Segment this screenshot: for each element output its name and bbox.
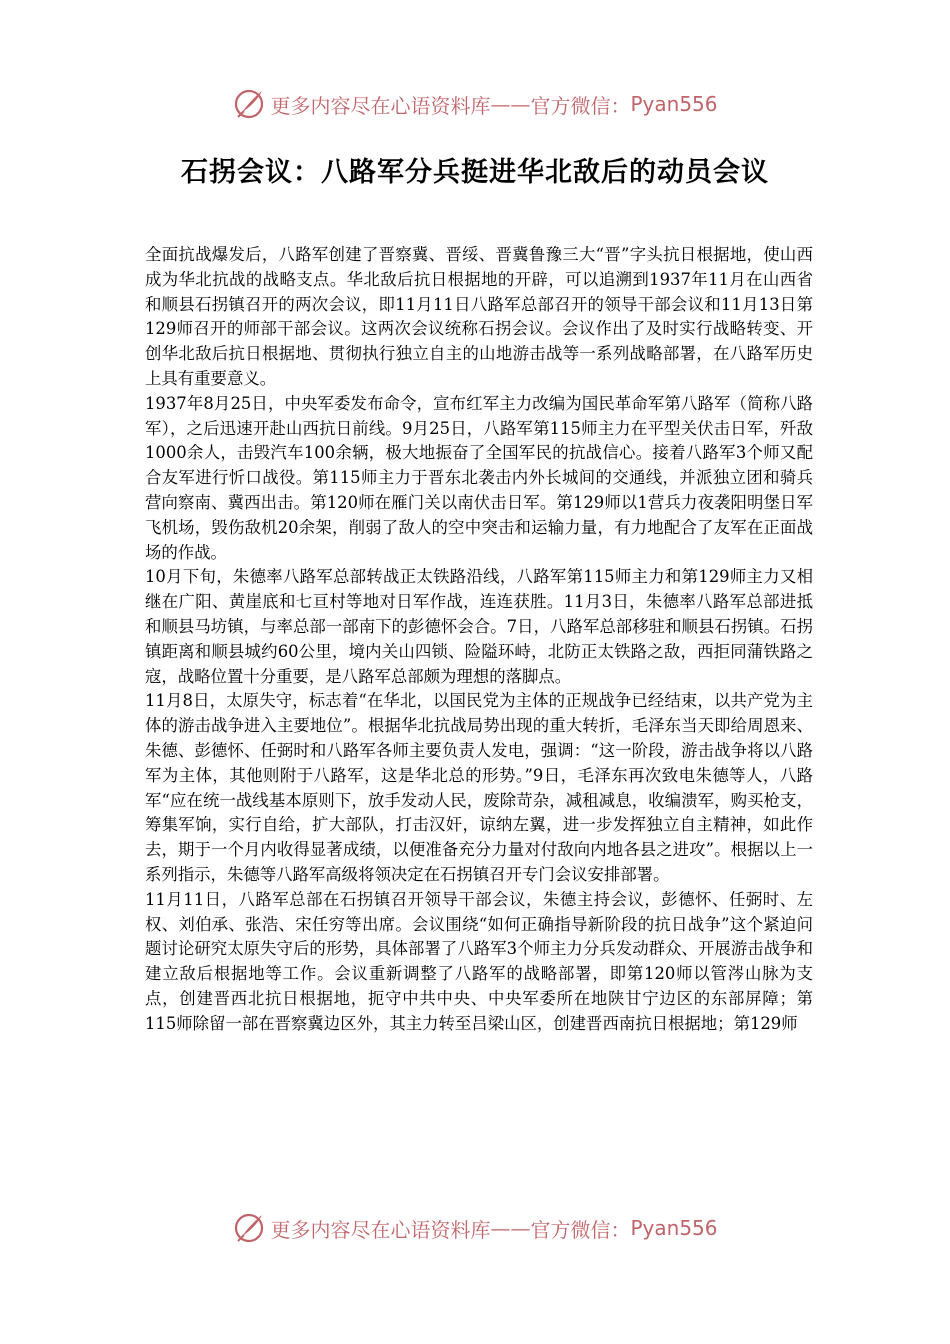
feather-logo-icon: [232, 87, 266, 121]
feather-logo-icon: [232, 1211, 266, 1245]
watermark-wechat-label: 官方微信：: [530, 1217, 631, 1242]
watermark-separator: ——: [490, 1216, 531, 1240]
document-body: [145, 243, 813, 1037]
watermark-wechat-id: Pyan556: [630, 92, 718, 116]
document-title: 石拐会议：八路军分兵挺进华北敌后的动员会议: [181, 157, 769, 188]
paragraph: 全面抗战爆发后，八路军创建了晋察冀、晋绥、晋冀鲁豫三大“晋”字头抗日根据地，使山西成为华北抗战的战略支点。华北敌后抗日根据地的开辟，可以追溯到1937年11月在山西省和顺县石拐镇召开的两次会议，即11月11日八路军总部召开的领导干部会议和11月13日第129师召开的师部干部会议。这两次会议统称石拐会议。会议作出了及时实行战略转变、开创华北敌后抗日根据地、贯彻执行独立自主的山地游击战等一系列战略部署，在八路军历史上具有重要意义。: [145, 245, 813, 388]
paragraph: 1937年8月25日，中央军委发布命令，宣布红军主力改编为国民革命军第八路军（简称八路军），之后迅速开赴山西抗日前线。9月25日，八路军第115师主力在平型关伏击日军，歼敌1000余人，击毁汽车100余辆，极大地振奋了全国军民的抗战信心。接着八路军3个师又配合友军进行忻口战役。第115师主力于晋东北袭击内外长城间的交通线，并派独立团和骑兵营向察南、冀西出击。第120师在雁门关以南伏击日军。第129师以1营兵力夜袭阳明堡日军飞机场，毁伤敌机20余架，削弱了敌人的空中突击和运输力量，有力地配合了友军在正面战场的作战。: [145, 393, 813, 562]
paragraph: 11月11日，八路军总部在石拐镇召开领导干部会议，朱德主持会议，彭德怀、任弼时、左权、刘伯承、张浩、宋任穷等出席。会议围绕“如何正确指导新阶段的抗日战争”这个紧迫问题讨论研究太原失守后的形势，具体部署了八路军3个师主力分兵发动群众、开展游击战争和建立敌后根据地等工作。会议重新调整了八路军的战略部署，即第120师以管涔山脉为支点，创建晋西北抗日根据地，扼守中共中央、中央军委所在地陕甘宁边区的东部屏障；第115师除留一部在晋察冀边区外，其主力转至吕梁山区，创建晋西南抗日根据地；第129师: [145, 889, 813, 1033]
paragraph: 10月下旬，朱德率八路军总部转战正太铁路沿线，八路军第115师主力和第129师主力又相继在广阳、黄崖底和七亘村等地对日军作战，连连获胜。11月3日，朱德率八路军总部进抵和顺县马坊镇，与率总部一部南下的彭德怀会合。7日，八路军总部移驻和顺县石拐镇。石拐镇距离和顺县城约60公里，境内关山四锁、险隘环峙，北防正太铁路之敌，西拒同蒲铁路之寇，战略位置十分重要，是八路军总部颇为理想的落脚点。: [145, 567, 813, 686]
watermark-wechat-label: 官方微信：: [530, 93, 631, 118]
watermark-text: 更多内容尽在心语资料库: [270, 93, 491, 118]
watermark-wechat-id: Pyan556: [630, 1216, 718, 1240]
watermark-separator: ——: [490, 92, 531, 116]
paragraph: 11月8日，太原失守，标志着“在华北，以国民党为主体的正规战争已经结束，以共产党为主体的游击战争进入主要地位”。根据华北抗战局势出现的重大转折，毛泽东当天即给周恩来、朱德、彭德怀、任弼时和八路军各师主要负责人发电，强调：“这一阶段，游击战争将以八路军为主体，其他则附于八路军，这是华北总的形势。”9日，毛泽东再次致电朱德等人，八路军“应在统一战线基本原则下，放手发动人民，废除苛杂，减租减息，收编溃军，购买枪支，筹集军饷，实行自给，扩大部队，打击汉奸，谅纳左翼，进一步发挥独立自主精神，如此作去，期于一个月内收得显著成绩，以便准备充分力量对付敌向内地各县之进攻”。根据以上一系列指示，朱德等八路军高级将领决定在石拐镇召开专门会议安排部署。: [145, 691, 813, 884]
watermark-footer: [0, 1208, 950, 1248]
watermark-text: 更多内容尽在心语资料库: [270, 1217, 491, 1242]
watermark-header: [0, 84, 950, 124]
